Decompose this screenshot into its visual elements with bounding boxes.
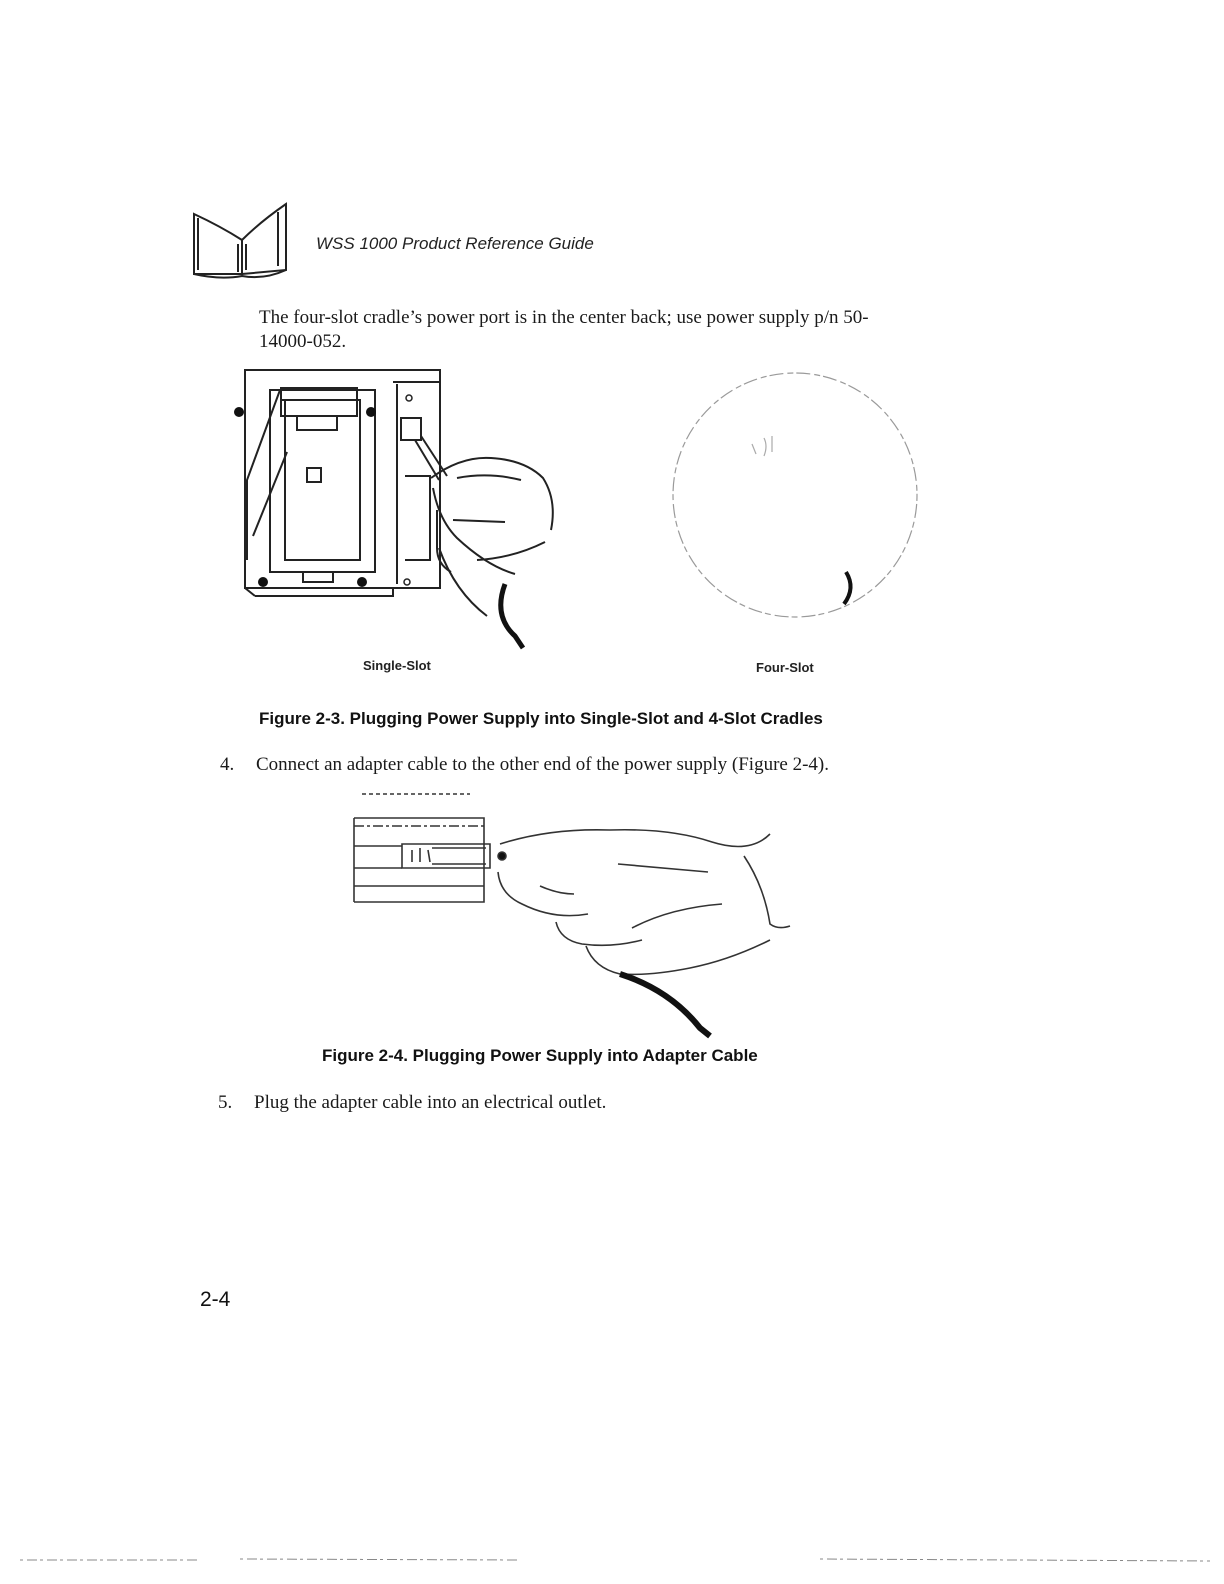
single-slot-label: Single-Slot [363, 658, 431, 673]
step-text: Plug the adapter cable into an electrical outlet. [254, 1092, 607, 1113]
single-slot-cradle-illustration [225, 360, 605, 660]
step-4 [220, 754, 829, 776]
figure-2-4-caption: Figure 2-4. Plugging Power Supply into Adapter Cable [322, 1046, 758, 1065]
four-slot-cradle-illustration [660, 360, 930, 630]
page-number: 2-4 [200, 1288, 231, 1311]
header-title: WSS 1000 Product Reference Guide [316, 234, 594, 253]
book-icon [190, 200, 290, 280]
step-5 [218, 1092, 606, 1114]
step-number: 5. [218, 1092, 233, 1113]
four-slot-label: Four-Slot [756, 660, 814, 675]
step-text: Connect an adapter cable to the other end of the power supply (Figure 2-4). [256, 754, 829, 775]
intro-paragraph: The four-slot cradle’s power port is in the center back; use power supply p/n 50-14000-052. [259, 307, 869, 352]
adapter-cable-illustration [350, 790, 820, 1040]
figure-2-3-caption: Figure 2-3. Plugging Power Supply into Single-Slot and 4-Slot Cradles [259, 709, 823, 728]
scan-edge-artifact [0, 1552, 1224, 1564]
step-number: 4. [220, 754, 235, 775]
